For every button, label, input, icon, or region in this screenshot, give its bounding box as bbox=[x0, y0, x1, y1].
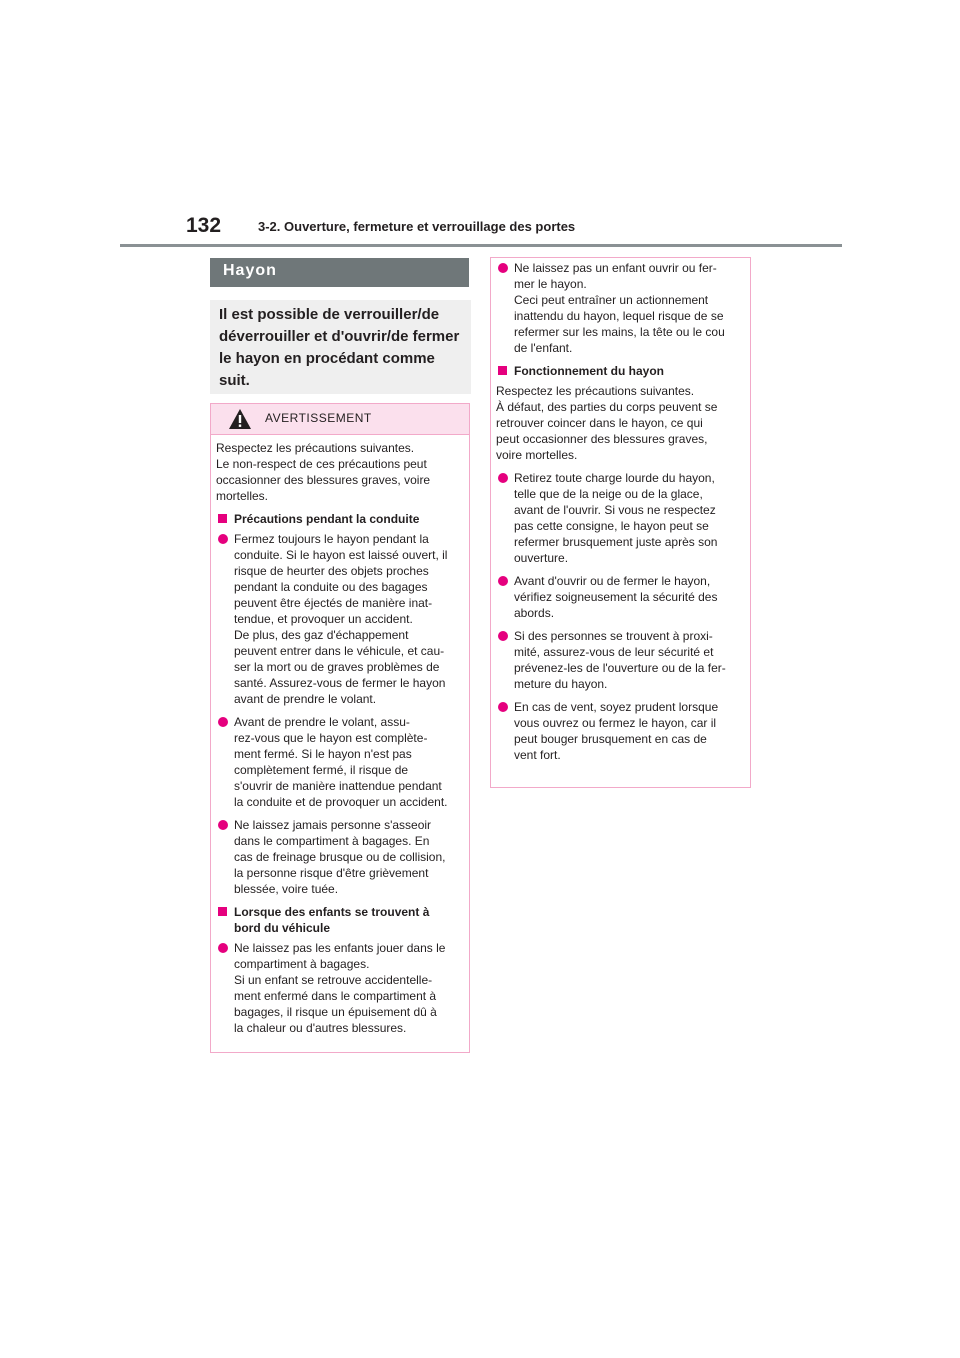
subheading bbox=[216, 511, 464, 527]
section-intro bbox=[210, 300, 471, 394]
warning-box-left bbox=[210, 403, 470, 1053]
text-line: meture du hayon. bbox=[514, 677, 608, 691]
text-line: dans le compartiment à bagages. En bbox=[234, 834, 430, 848]
text-line: mité, assurez-vous de leur sécurité et bbox=[514, 645, 714, 659]
warning-box-right bbox=[490, 257, 751, 788]
text-line: Fermez toujours le hayon pendant la bbox=[234, 532, 429, 546]
text-line: ouverture. bbox=[514, 551, 569, 565]
square-bullet-icon bbox=[218, 514, 227, 523]
text-line: telle que de la neige ou de la glace, bbox=[514, 487, 703, 501]
text-line: Ceci peut entraîner un actionnement bbox=[514, 293, 709, 307]
subheading bbox=[216, 904, 464, 936]
circle-bullet-icon bbox=[498, 576, 508, 586]
bullet-item bbox=[216, 714, 464, 810]
bullet-item bbox=[216, 531, 464, 707]
page-number: 132 bbox=[186, 214, 222, 237]
text-line: refermer brusquement juste après son bbox=[514, 535, 718, 549]
text-line: vent fort. bbox=[514, 748, 561, 762]
text-line: abords. bbox=[514, 606, 555, 620]
text-line: ment enfermé dans le compartiment à bbox=[234, 989, 437, 1003]
text-line: Lorsque des enfants se trouvent à bbox=[234, 905, 430, 919]
text-line: avant de prendre le volant. bbox=[234, 692, 377, 706]
square-bullet-icon bbox=[498, 366, 507, 375]
text-line: Ne laissez pas les enfants jouer dans le bbox=[234, 941, 446, 955]
bullet-item bbox=[496, 628, 745, 692]
text-line: bagages, il risque un épuisement dû à bbox=[234, 1005, 437, 1019]
bullet-item bbox=[216, 817, 464, 897]
text-line: risque de heurter des objets proches bbox=[234, 564, 429, 578]
subheading bbox=[496, 363, 745, 379]
text-line: la personne risque d'être grièvement bbox=[234, 866, 429, 880]
text-line: la conduite et de provoquer un accident. bbox=[234, 795, 448, 809]
warning-intro: Respectez les précautions suivantes. Le non-respect de ces précautions peut occasionner des blessures graves, voire mortelles. bbox=[216, 441, 431, 503]
section-title-bar bbox=[210, 258, 469, 287]
text-line: vérifiez soigneusement la sécurité des bbox=[514, 590, 718, 604]
bullet-item bbox=[496, 573, 745, 621]
text-line: avant de l'ouvrir. Si vous ne respectez bbox=[514, 503, 716, 517]
warning-body-right bbox=[491, 258, 750, 763]
circle-bullet-icon bbox=[498, 473, 508, 483]
text-line: ser la mort ou de graves problèmes de bbox=[234, 660, 440, 674]
text-line: Retirez toute charge lourde du hayon, bbox=[514, 471, 715, 485]
section-title: Hayon bbox=[223, 262, 277, 279]
text-line: Avant de prendre le volant, assu- bbox=[234, 715, 410, 729]
warning-header bbox=[211, 404, 469, 435]
text-line: Fonctionnement du hayon bbox=[514, 364, 664, 378]
text-line: peuvent être éjectés de manière inat- bbox=[234, 596, 433, 610]
circle-bullet-icon bbox=[218, 717, 228, 727]
text-line: blessée, voire tuée. bbox=[234, 882, 339, 896]
text-line: En cas de vent, soyez prudent lorsque bbox=[514, 700, 719, 714]
circle-bullet-icon bbox=[218, 820, 228, 830]
text-line: Si un enfant se retrouve accidentelle- bbox=[234, 973, 433, 987]
text-line: inattendu du hayon, lequel risque de se bbox=[514, 309, 724, 323]
text-line: Si des personnes se trouvent à proxi- bbox=[514, 629, 713, 643]
bullet-item bbox=[216, 940, 464, 1036]
paragraph bbox=[496, 383, 745, 463]
text-line: prévenez-les de l'ouverture ou de la fer- bbox=[514, 661, 726, 675]
bullet-item bbox=[496, 470, 745, 566]
text-line: retrouver coincer dans le hayon, ce qui bbox=[496, 416, 703, 430]
circle-bullet-icon bbox=[218, 943, 228, 953]
text-line: de l'enfant. bbox=[514, 341, 573, 355]
text-line: Respectez les précautions suivantes. bbox=[496, 384, 695, 398]
text-line: s'ouvrir de manière inattendue pendant bbox=[234, 779, 442, 793]
warning-triangle-icon bbox=[228, 408, 252, 430]
bullet-item bbox=[496, 260, 745, 356]
text-line: bord du véhicule bbox=[234, 921, 331, 935]
text-line: complètement fermé, il risque de bbox=[234, 763, 409, 777]
text-line: voire mortelles. bbox=[496, 448, 578, 462]
text-line: À défaut, des parties du corps peuvent se bbox=[496, 400, 718, 414]
circle-bullet-icon bbox=[498, 263, 508, 273]
text-line: pas cette consigne, le hayon peut se bbox=[514, 519, 709, 533]
text-line: Précautions pendant la conduite bbox=[234, 512, 420, 526]
circle-bullet-icon bbox=[498, 631, 508, 641]
circle-bullet-icon bbox=[498, 702, 508, 712]
text-line: rez-vous que le hayon est complète- bbox=[234, 731, 428, 745]
text-line: Ne laissez pas un enfant ouvrir ou fer- bbox=[514, 261, 717, 275]
text-line: la chaleur ou d'autres blessures. bbox=[234, 1021, 407, 1035]
text-line: peuvent entrer dans le véhicule, et cau- bbox=[234, 644, 445, 658]
circle-bullet-icon bbox=[218, 534, 228, 544]
text-line: santé. Assurez-vous de fermer le hayon bbox=[234, 676, 446, 690]
text-line: cas de freinage brusque ou de collision, bbox=[234, 850, 446, 864]
text-line: compartiment à bagages. bbox=[234, 957, 370, 971]
text-line: Avant d'ouvrir ou de fermer le hayon, bbox=[514, 574, 711, 588]
text-line: vous ouvrez ou fermez le hayon, car il bbox=[514, 716, 717, 730]
warning-title: AVERTISSEMENT bbox=[265, 411, 372, 425]
text-line: tendue, et provoquer un accident. bbox=[234, 612, 413, 626]
section-intro-text: Il est possible de verrouiller/de déverrouiller et d'ouvrir/de fermer le hayon en procédant comme suit. bbox=[219, 306, 460, 389]
text-line: Ne laissez jamais personne s'asseoir bbox=[234, 818, 432, 832]
text-line: conduite. Si le hayon est laissé ouvert, il bbox=[234, 548, 448, 562]
text-line: peut occasionner des blessures graves, bbox=[496, 432, 708, 446]
square-bullet-icon bbox=[218, 907, 227, 916]
text-line: mer le hayon. bbox=[514, 277, 587, 291]
text-line: refermer sur les mains, la tête ou le cou bbox=[514, 325, 725, 339]
text-line: pendant la conduite ou des bagages bbox=[234, 580, 428, 594]
bullet-item bbox=[496, 699, 745, 763]
text-line: ment fermé. Si le hayon n'est pas bbox=[234, 747, 412, 761]
warning-body-left bbox=[211, 435, 469, 1036]
text-line: De plus, des gaz d'échappement bbox=[234, 628, 409, 642]
chapter-title: 3-2. Ouverture, fermeture et verrouillage des portes bbox=[258, 219, 576, 234]
header-rule bbox=[120, 244, 842, 247]
text-line: peut bouger brusquement en cas de bbox=[514, 732, 707, 746]
